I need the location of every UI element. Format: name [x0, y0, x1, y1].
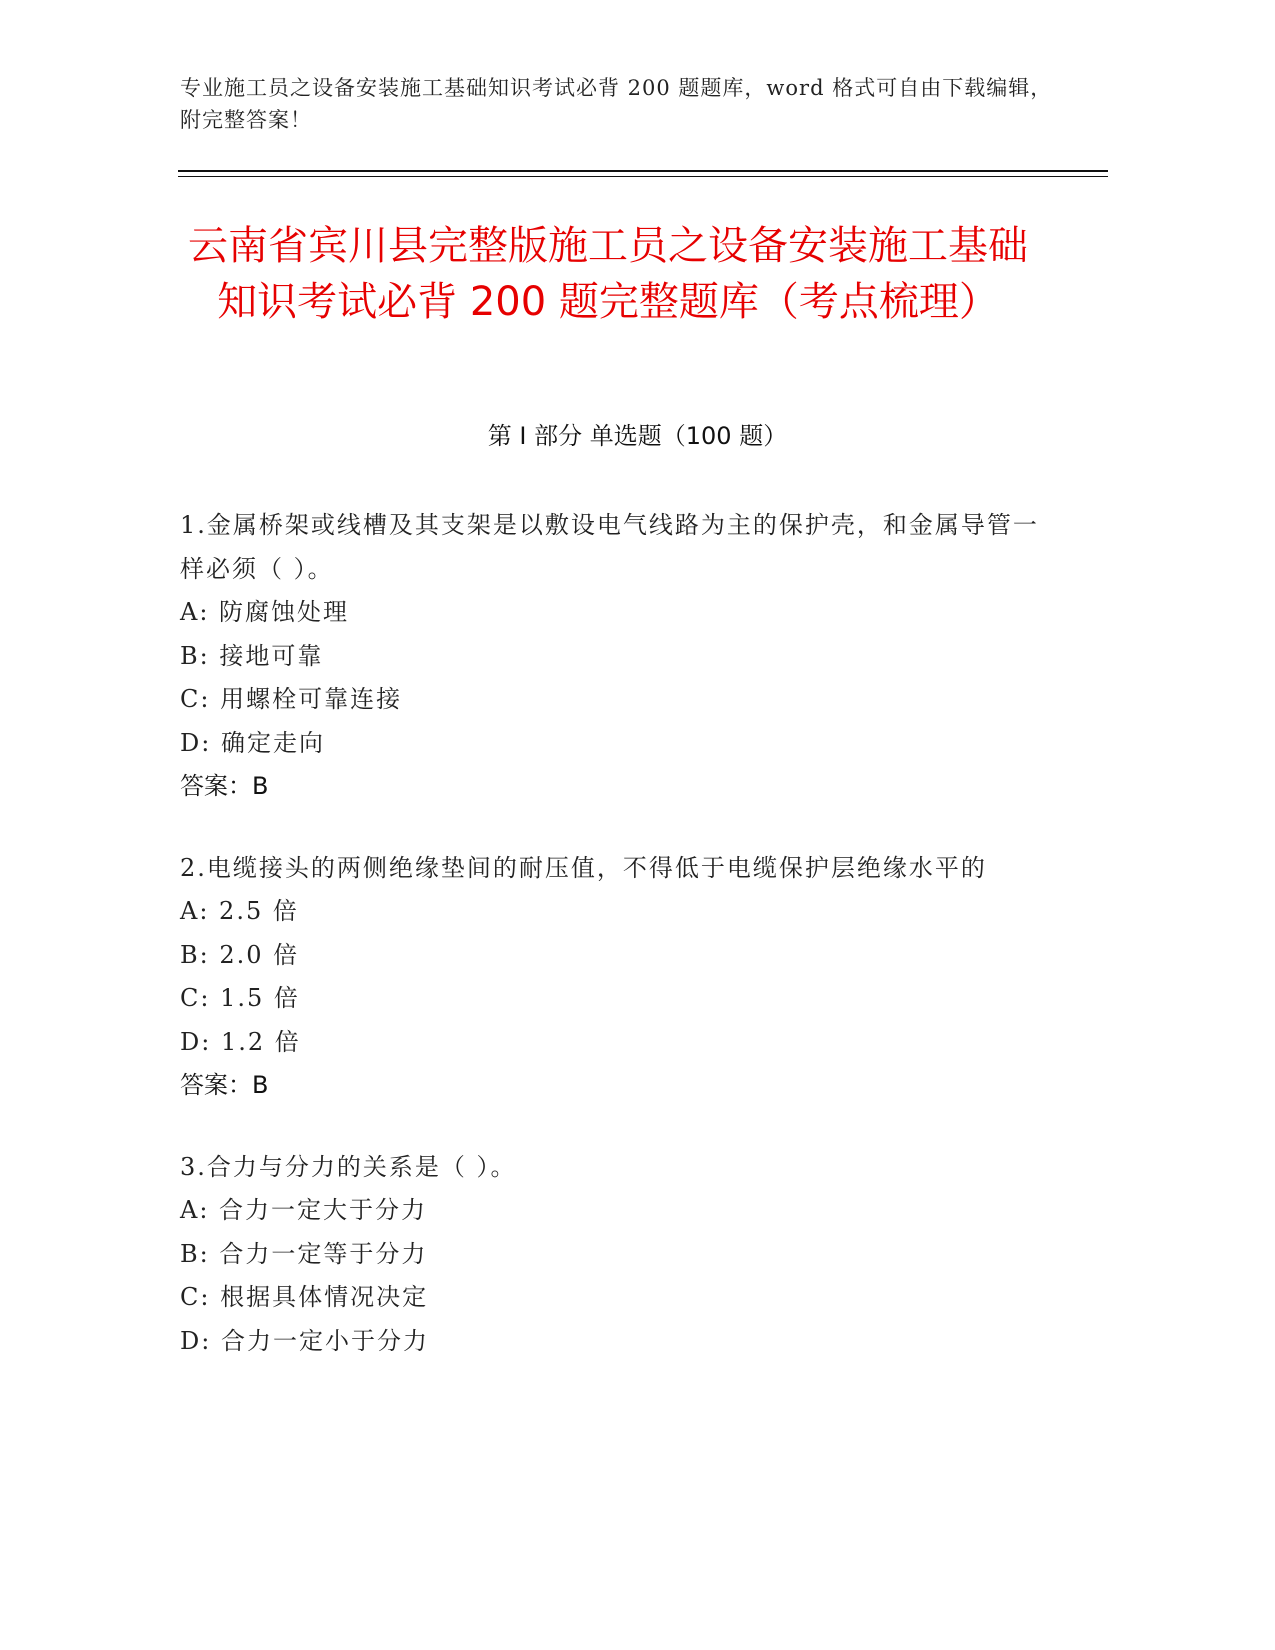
option-d: D: 合力一定小于分力 — [180, 1326, 429, 1355]
header-divider — [178, 170, 1108, 172]
question-stem: 3.合力与分力的关系是（ ）。 — [180, 1152, 517, 1181]
option-c: C: 1.5 倍 — [180, 984, 300, 1012]
section-title: 第 I 部分 单选题（100 题） — [487, 422, 788, 450]
header-divider-thin — [178, 176, 1108, 177]
question-list — [180, 504, 1040, 1401]
question-stem: 1.金属桥架或线槽及其支架是以敷设电气线路为主的保护壳，和金属导管一样必须（ ）。 — [180, 511, 1039, 583]
question-2 — [180, 847, 1040, 1108]
option-c: C: 根据具体情况决定 — [180, 1283, 429, 1311]
question-1 — [180, 504, 1040, 809]
question-stem: 2.电缆接头的两侧绝缘垫间的耐压值，不得低于电缆保护层绝缘水平的 — [180, 853, 987, 882]
document-title: 云南省宾川县完整版施工员之设备安装施工基础知识考试必背 200 题完整题库（考点梳理） — [188, 223, 1028, 325]
option-d: D: 确定走向 — [180, 728, 325, 757]
answer: 答案：B — [180, 1071, 269, 1099]
option-a: A: 防腐蚀处理 — [180, 598, 350, 626]
option-b: B: 2.0 倍 — [180, 940, 300, 969]
option-a: A: 合力一定大于分力 — [180, 1196, 428, 1224]
question-3 — [180, 1146, 1040, 1364]
option-c: C: 用螺栓可靠连接 — [180, 685, 403, 713]
header-note: 专业施工员之设备安装施工基础知识考试必背 200 题题库，word 格式可自由下载编辑，附完整答案！ — [180, 76, 1053, 132]
option-b: B: 接地可靠 — [180, 641, 324, 670]
option-d: D: 1.2 倍 — [180, 1027, 301, 1056]
option-b: B: 合力一定等于分力 — [180, 1239, 428, 1268]
answer: 答案：B — [180, 772, 269, 800]
option-a: A: 2.5 倍 — [180, 897, 299, 925]
